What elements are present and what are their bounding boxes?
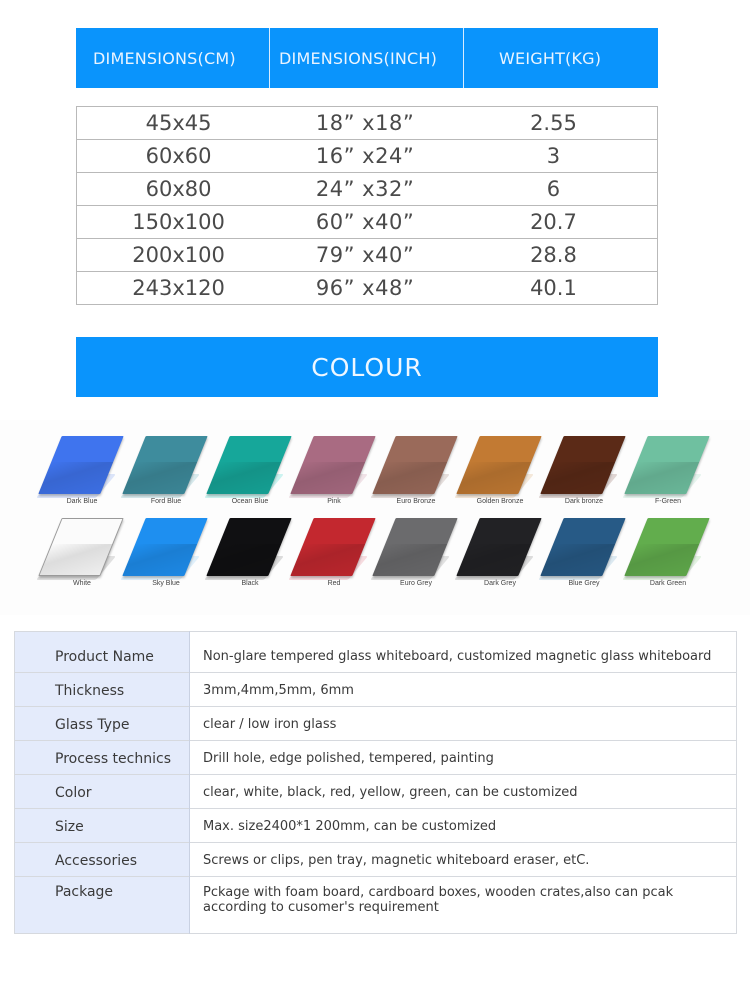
cell-inch: 16” x24”	[280, 140, 450, 173]
swatch-label: Blue Grey	[568, 580, 600, 587]
spec-row-glass-type	[15, 707, 737, 741]
colour-swatch	[542, 434, 626, 520]
glass-pane-shape	[38, 436, 123, 494]
glass-pane-shape	[290, 518, 375, 576]
glass-pane-shape	[456, 518, 541, 576]
colour-swatch	[458, 434, 542, 520]
colour-swatch	[626, 516, 710, 602]
swatch-label: Dark Grey	[484, 580, 516, 587]
glass-pane-shape	[372, 518, 457, 576]
colour-swatch-image	[0, 420, 750, 615]
spec-value: Drill hole, edge polished, tempered, painting	[190, 741, 737, 775]
swatch-label: Ford Blue	[150, 498, 182, 505]
table-row	[77, 140, 658, 173]
cell-inch: 96” x48”	[280, 272, 450, 305]
cell-cm: 243x120	[77, 272, 281, 305]
cell-kg: 2.55	[530, 111, 577, 135]
table-row	[77, 272, 658, 305]
glass-pane-shape	[122, 518, 207, 576]
colour-swatch	[374, 516, 458, 602]
glass-pane-shape	[122, 436, 207, 494]
spec-label: Size	[15, 809, 190, 843]
colour-swatch	[374, 434, 458, 520]
product-spec-table	[14, 631, 737, 934]
spec-label: Color	[15, 775, 190, 809]
spec-row-size	[15, 809, 737, 843]
header-dimensions-cm: DIMENSIONS(CM)	[93, 48, 236, 68]
spec-value: Pckage with foam board, cardboard boxes, wooden crates,also can pcak according to cusomer's requirement	[190, 877, 737, 934]
swatch-label: Sky Blue	[152, 580, 180, 587]
cell-cm: 200x100	[77, 239, 281, 272]
spec-label: Package	[15, 877, 190, 934]
cell-cm: 45x45	[145, 111, 212, 135]
spec-row-color	[15, 775, 737, 809]
cell-kg: 28.8	[450, 239, 658, 272]
colour-swatch	[626, 434, 710, 520]
cell-cm: 150x100	[77, 206, 281, 239]
glass-pane-shape	[456, 436, 541, 494]
cell-kg: 40.1	[450, 272, 658, 305]
glass-pane-shape	[540, 518, 625, 576]
glass-pane-shape	[540, 436, 625, 494]
table-row	[77, 206, 658, 239]
swatch-label: Dark Green	[649, 580, 687, 587]
colour-swatch	[124, 434, 208, 520]
cell-kg: 20.7	[450, 206, 658, 239]
table-row	[77, 239, 658, 272]
spec-value: Non-glare tempered glass whiteboard, customized magnetic glass whiteboard	[203, 649, 712, 664]
cell-cm: 60x60	[77, 140, 281, 173]
spec-value: 3mm,4mm,5mm, 6mm	[190, 673, 737, 707]
colour-swatch	[292, 516, 376, 602]
cell-kg: 3	[450, 140, 658, 173]
swatch-label: Dark bronze	[564, 498, 604, 505]
spec-row-process-technics	[15, 741, 737, 775]
spec-label: Product Name	[15, 632, 190, 673]
spec-value: Max. size2400*1 200mm, can be customized	[190, 809, 737, 843]
colour-swatch	[542, 516, 626, 602]
spec-label: Process technics	[15, 741, 190, 775]
spec-row-accessories	[15, 843, 737, 877]
dimensions-table-header	[76, 28, 658, 88]
glass-pane-shape	[624, 436, 709, 494]
swatch-label: Red	[327, 580, 341, 587]
glass-pane-shape	[624, 518, 709, 576]
cell-inch: 24” x32”	[280, 173, 450, 206]
table-row	[77, 107, 658, 140]
glass-pane-shape	[206, 436, 291, 494]
cell-inch: 60” x40”	[280, 206, 450, 239]
spec-label: Accessories	[15, 843, 190, 877]
swatch-label: Ocean Blue	[231, 498, 269, 505]
colour-swatch	[124, 516, 208, 602]
spec-label: Glass Type	[15, 707, 190, 741]
spec-value: Screws or clips, pen tray, magnetic whiteboard eraser, etC.	[190, 843, 737, 877]
spec-value: clear / low iron glass	[190, 707, 737, 741]
glass-pane-shape	[38, 518, 123, 576]
swatch-label: Dark Blue	[66, 498, 98, 505]
swatch-label: Euro Bronze	[396, 498, 436, 505]
cell-cm: 60x80	[77, 173, 281, 206]
colour-section-title: COLOUR	[76, 337, 658, 397]
table-row	[77, 173, 658, 206]
colour-swatch	[208, 434, 292, 520]
spec-value: clear, white, black, red, yellow, green, can be customized	[190, 775, 737, 809]
dimensions-table	[76, 106, 658, 305]
colour-swatch	[292, 434, 376, 520]
swatch-label: White	[73, 580, 91, 587]
spec-row-thickness	[15, 673, 737, 707]
swatch-label: Pink	[327, 498, 341, 505]
swatch-label: F-Green	[654, 498, 682, 505]
glass-pane-shape	[290, 436, 375, 494]
colour-swatch	[458, 516, 542, 602]
header-weight-kg: WEIGHT(KG)	[463, 28, 658, 88]
swatch-label: Golden Bronze	[476, 498, 524, 505]
spec-row-package	[15, 877, 737, 934]
colour-swatch	[208, 516, 292, 602]
header-dimensions-inch: DIMENSIONS(INCH)	[269, 28, 463, 88]
cell-kg: 6	[450, 173, 658, 206]
colour-swatch	[40, 434, 124, 520]
glass-pane-shape	[372, 436, 457, 494]
spec-label: Thickness	[15, 673, 190, 707]
swatch-label: Euro Grey	[400, 580, 432, 587]
glass-pane-shape	[206, 518, 291, 576]
colour-swatch	[40, 516, 124, 602]
cell-inch: 79” x40”	[280, 239, 450, 272]
spec-row-product-name	[15, 632, 737, 673]
swatch-label: Black	[241, 580, 259, 587]
cell-inch: 18” x18”	[315, 111, 415, 135]
